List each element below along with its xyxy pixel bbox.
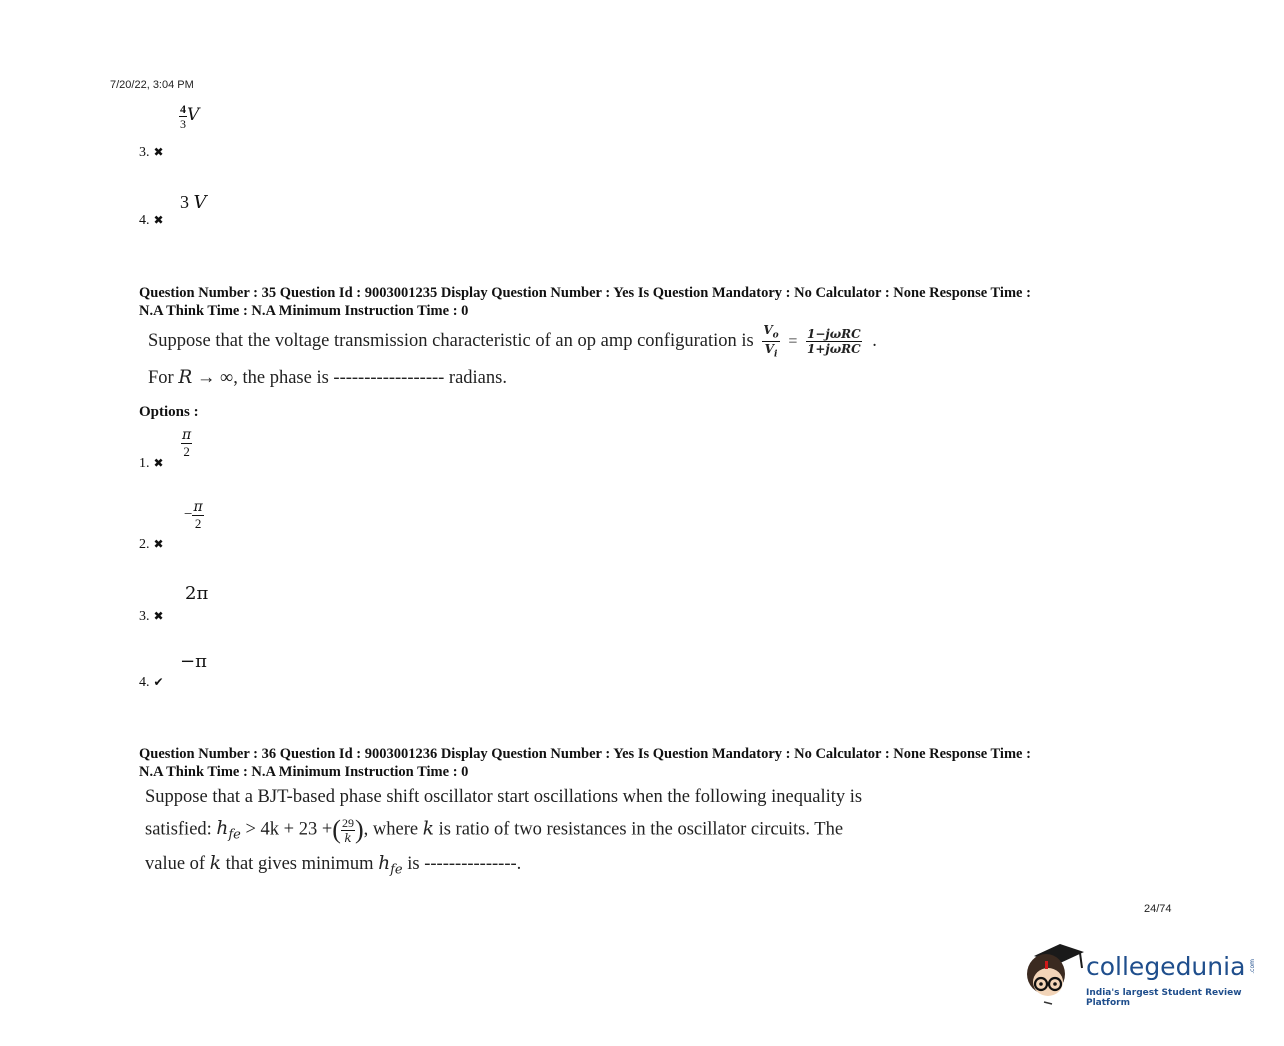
prev-option-4-value: 3 V: [180, 192, 207, 213]
twenty-nine-over-k-fraction: $\frac{29}{k}$: [341, 815, 354, 845]
brand-suffix: .com: [1249, 959, 1256, 974]
options-label: Options :: [139, 404, 199, 420]
cross-icon: ✖: [153, 456, 164, 470]
collegedunia-logo: [1024, 938, 1264, 1010]
q35-option-1-label: 1. ✖: [139, 456, 164, 471]
q35-option-4-value: −π: [180, 651, 207, 672]
check-icon: ✔: [153, 675, 164, 689]
q35-option-4-label: 4. ✔: [139, 675, 164, 690]
mascot-icon: [1024, 938, 1086, 1006]
prev-option-3-label: 3. ✖: [139, 145, 164, 160]
q36-question-line3: value of k that gives minimum $h_{fe}$ is ---------------.: [145, 853, 522, 878]
q36-question-line2: satisfied: $h_{fe} > 4k + 23$ +( $\frac{29}{k}$ ), where k is ratio of two resistances in the oscillator circuits. The: [145, 815, 844, 845]
fraction: $\frac{4}{3}$: [180, 102, 186, 131]
transfer-function-fraction: $\frac{\text{1−jωRC}}{\text{1+jωRC}}$: [806, 327, 861, 357]
q35-option-3-value: 2π: [185, 583, 209, 604]
cross-icon: ✖: [153, 213, 164, 227]
q35-question-line1: Suppose that the voltage transmission characteristic of an op amp configuration is $\frac{V_o}{V_i}$ = $\frac{\text{1−jωRC}}{\text{1+jωRC}}$ .: [148, 323, 877, 360]
q35-option-2-value: − $\frac{\pi}{2}$: [184, 499, 203, 531]
print-timestamp: 7/20/22, 3:04 PM: [110, 79, 194, 91]
prev-option-3-value: $\frac{4}{3}$ V: [180, 102, 200, 131]
q35-option-1-value: $\frac{\pi}{2}$: [182, 427, 192, 459]
q35-meta: Question Number : 35 Question Id : 9003001235 Display Question Number : Yes Is Question Mandatory : No Calculator : None Response Time : N.A Think Time : N.A Minimum Instruction Time : 0: [139, 285, 1031, 319]
page-number: 24/74: [1144, 903, 1172, 915]
q35-question-line2: For R → ∞, the phase is ------------------ radians.: [148, 367, 507, 388]
vo-vi-fraction: $\frac{V_o}{V_i}$: [763, 323, 779, 360]
cross-icon: ✖: [153, 145, 164, 159]
brand-tagline: India's largest Student Review Platform: [1086, 988, 1242, 1008]
brand-name: collegedunia: [1086, 952, 1246, 981]
q35-option-2-label: 2. ✖: [139, 537, 164, 552]
cross-icon: ✖: [153, 609, 164, 623]
cross-icon: ✖: [153, 537, 164, 551]
q36-meta: Question Number : 36 Question Id : 9003001236 Display Question Number : Yes Is Question Mandatory : No Calculator : None Response Time : N.A Think Time : N.A Minimum Instruction Time : 0: [139, 746, 1031, 780]
q36-question-line1: Suppose that a BJT-based phase shift oscillator start oscillations when the following inequality is: [145, 787, 863, 807]
q35-option-3-label: 3. ✖: [139, 609, 164, 624]
prev-option-4-label: 4. ✖: [139, 213, 164, 228]
